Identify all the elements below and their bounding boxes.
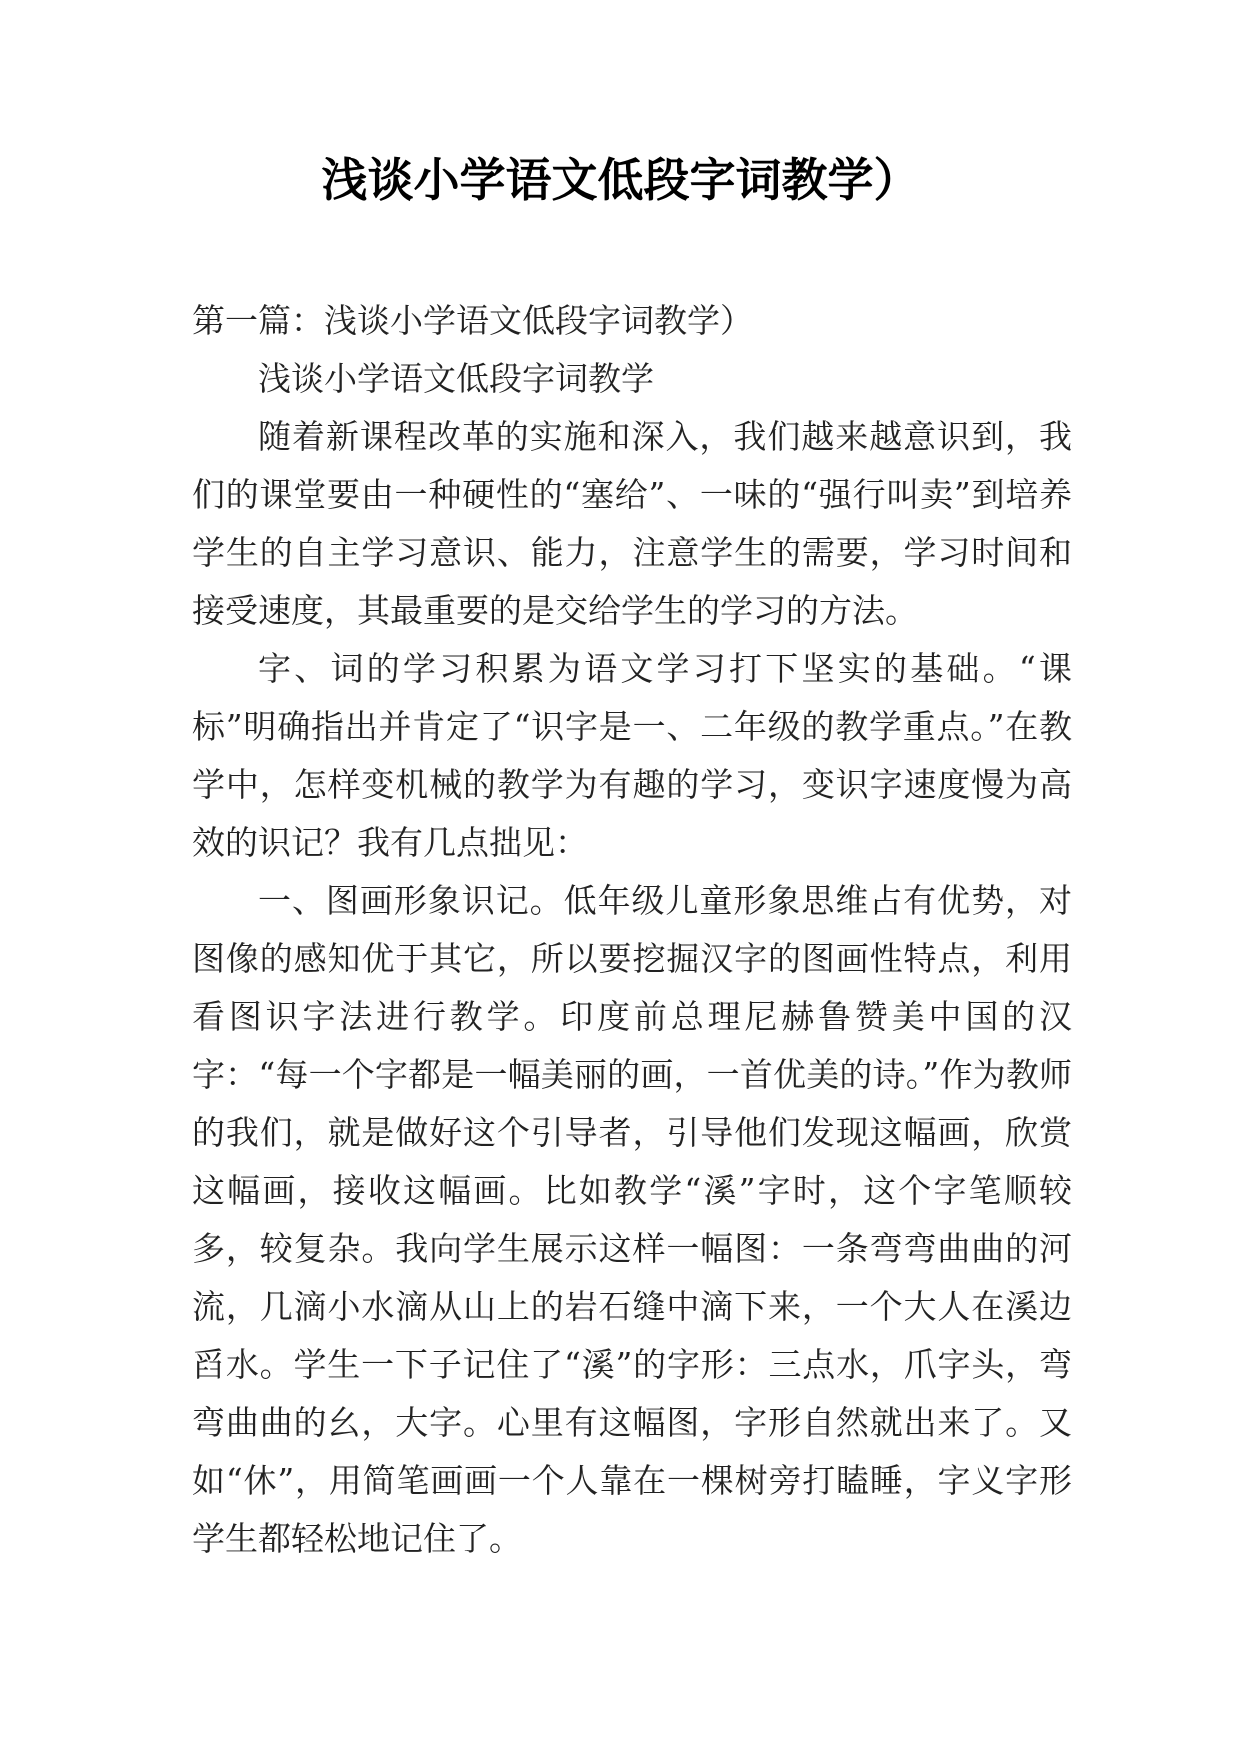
paragraph: 字、词的学习积累为语文学习打下坚实的基础。“课标”明确指出并肯定了“识字是一、二年级的教学重点。”在教学中，怎样变机械的教学为有趣的学习，变识字速度慢为高效的识记？我有几点拙见： [192, 649, 1072, 862]
document-title: 浅谈小学语文低段字词教学） [321, 153, 920, 207]
paragraph: 一、图画形象识记。低年级儿童形象思维占有优势，对图像的感知优于其它，所以要挖掘汉字的图画性特点，利用看图识字法进行教学。印度前总理尼赫鲁赞美中国的汉字：“每一个字都是一幅美丽的画，一首优美的诗。”作为教师的我们，就是做好这个引导者，引导他们发现这幅画，欣赏这幅画，接收这幅画。比如教学“溪”字时，这个字笔顺较多，较复杂。我向学生展示这样一幅图：一条弯弯曲曲的河流，几滴小水滴从山上的岩石缝中滴下来，一个大人在溪边舀水。学生一下子记住了“溪”的字形：三点水，爪字头，弯弯曲曲的幺，大字。心里有这幅图，字形自然就出来了。又如“休”，用简笔画画一个人靠在一棵树旁打瞌睡，字义字形学生都轻松地记住了。 [192, 881, 1072, 1558]
paragraph: 随着新课程改革的实施和深入，我们越来越意识到，我们的课堂要由一种硬性的“塞给”、一味的“强行叫卖”到培养学生的自主学习意识、能力，注意学生的需要，学习时间和接受速度，其最重要的是交给学生的学习的方法。 [192, 417, 1072, 630]
document-body [192, 292, 1072, 1568]
section-heading: 第一篇：浅谈小学语文低段字词教学） [192, 301, 753, 340]
article-title: 浅谈小学语文低段字词教学 [258, 359, 654, 398]
